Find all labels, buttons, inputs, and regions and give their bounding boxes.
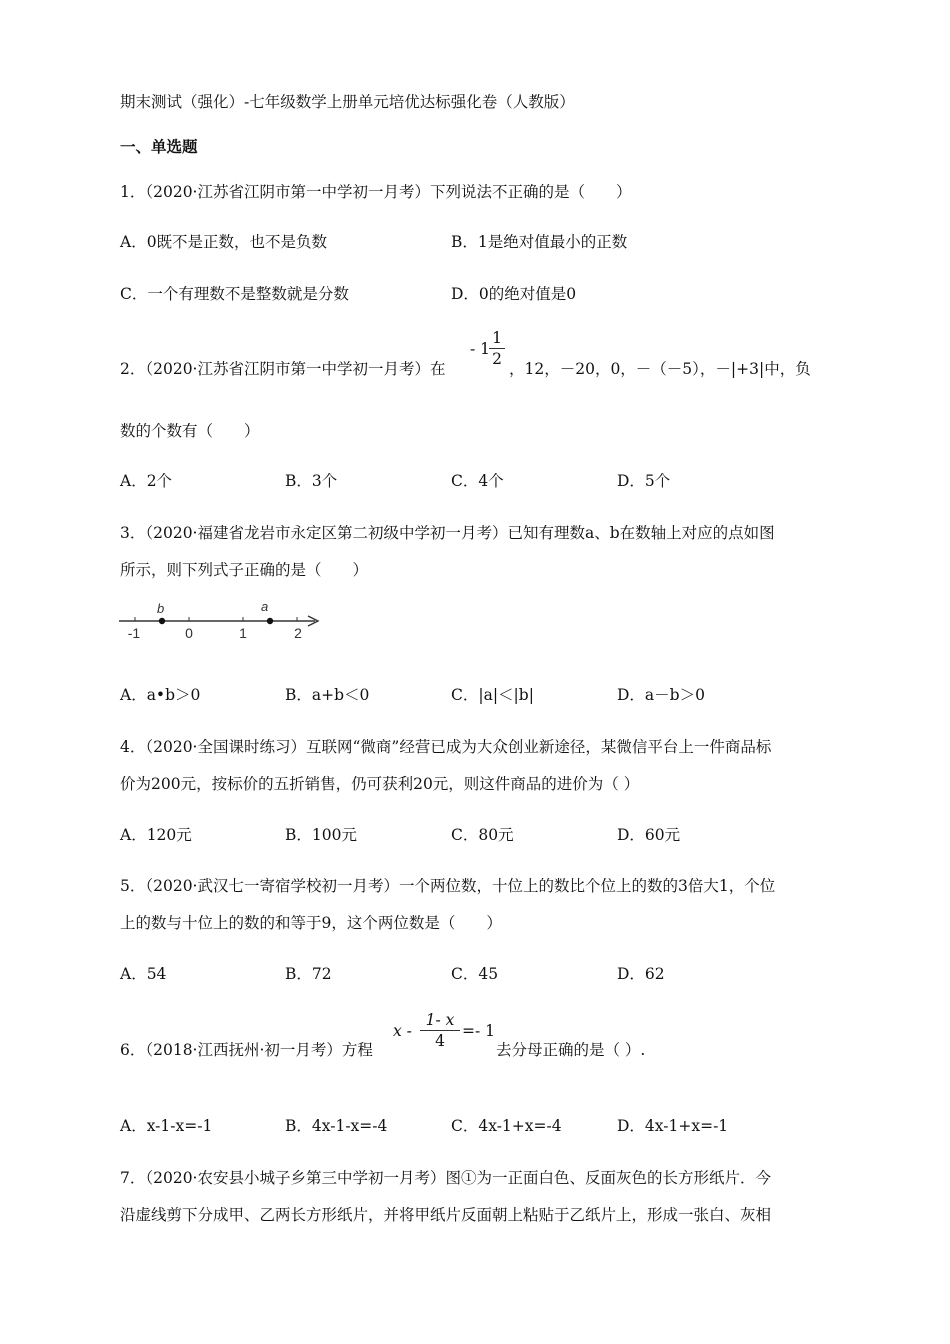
- question-1-option-c: C．一个有理数不是整数就是分数: [120, 285, 349, 303]
- question-7-stem-line2: 沿虚线剪下分成甲、乙两长方形纸片，并将甲纸片反面朝上粘贴于乙纸片上，形成一张白、灰相: [120, 1206, 772, 1224]
- question-6-equation-right: =- 1: [462, 1022, 496, 1040]
- question-5-stem-line2: 上的数与十位上的数的和等于9，这个两位数是（ ）: [120, 914, 502, 932]
- tick-label-1: 1: [239, 625, 247, 641]
- question-2-stem-prefix: 2．（2020·江苏省江阴市第一中学初一月考）在: [120, 360, 446, 378]
- question-6-fraction: [420, 1010, 460, 1051]
- question-7-stem-line1: 7．（2020·农安县小城子乡第三中学初一月考）图①为一正面白色、反面灰色的长方形纸片．今: [120, 1169, 771, 1187]
- question-2-option-a: A．2个: [120, 472, 173, 490]
- point-b: [159, 618, 165, 624]
- question-6-option-d: D．4x-1+x=-1: [617, 1117, 729, 1135]
- question-2-option-b: B．3个: [285, 472, 338, 490]
- question-2-stem-suffix: ，12，－20，0，－（－5），－|+3|中，负: [509, 360, 811, 378]
- question-6-option-b: B．4x-1-x=-4: [285, 1117, 388, 1135]
- question-5-stem-line1: 5．（2020·武汉七一寄宿学校初一月考）一个两位数，十位上的数比个位上的数的3倍大1，个位: [120, 877, 776, 895]
- section-heading: 一、单选题: [120, 137, 198, 156]
- question-6-fraction-numerator: 1- x: [425, 1011, 455, 1029]
- point-a-label: a: [261, 599, 269, 614]
- question-2-stem-line2: 数的个数有（ ）: [120, 422, 260, 440]
- question-5-option-b: B．72: [285, 965, 332, 983]
- question-6-fraction-denominator: 4: [435, 1032, 445, 1050]
- question-4-option-d: D．60元: [617, 826, 681, 844]
- tick-label-minus-1: -1: [127, 625, 141, 641]
- tick-label-0: 0: [185, 625, 193, 641]
- question-1-stem: 1．（2020·江苏省江阴市第一中学初一月考）下列说法不正确的是（ ）: [120, 183, 632, 201]
- question-3-stem-line2: 所示，则下列式子正确的是（ ）: [120, 561, 369, 579]
- question-3-option-d: D．a－b＞0: [617, 686, 705, 704]
- question-6-equation-left: x -: [393, 1022, 412, 1040]
- document-title: 期末测试（强化）-七年级数学上册单元培优达标强化卷（人教版）: [120, 93, 575, 111]
- question-2-option-c: C．4个: [451, 472, 504, 490]
- question-5-option-c: C．45: [451, 965, 499, 983]
- question-2-mixed-number-sign: - 1: [470, 340, 491, 358]
- question-4-option-c: C．80元: [451, 826, 514, 844]
- question-5-option-d: D．62: [617, 965, 665, 983]
- question-5-option-a: A．54: [120, 965, 167, 983]
- question-3-stem-line1: 3．（2020·福建省龙岩市永定区第二初级中学初一月考）已知有理数a、b在数轴上对应的点如图: [120, 524, 775, 542]
- question-3-option-a: A．a•b＞0: [120, 686, 201, 704]
- question-6-option-c: C．4x-1+x=-4: [451, 1117, 562, 1135]
- question-4-stem-line1: 4．（2020·全国课时练习）互联网“微商”经营已成为大众创业新途径，某微信平台上一件商品标: [120, 738, 772, 756]
- question-3-option-b: B．a+b＜0: [285, 686, 370, 704]
- question-6-stem-prefix: 6．（2018·江西抚州·初一月考）方程: [120, 1041, 373, 1059]
- question-3-option-c: C．|a|＜|b|: [451, 686, 534, 704]
- question-1-option-d: D．0的绝对值是0: [451, 285, 577, 303]
- question-2-fraction-numerator: 1: [492, 329, 502, 347]
- number-line-figure: [115, 595, 325, 645]
- tick-label-2: 2: [294, 625, 302, 641]
- question-4-option-b: B．100元: [285, 826, 357, 844]
- question-4-stem-line2: 价为200元，按标价的五折销售，仍可获利20元，则这件商品的进价为（ ）: [120, 775, 640, 793]
- question-6-stem-suffix: 去分母正确的是（ ）.: [496, 1041, 646, 1059]
- question-2-option-d: D．5个: [617, 472, 671, 490]
- question-6-option-a: A．x-1-x=-1: [120, 1117, 213, 1135]
- point-b-label: b: [157, 601, 165, 616]
- question-4-option-a: A．120元: [120, 826, 192, 844]
- question-1-option-b: B．1是绝对值最小的正数: [451, 233, 628, 251]
- question-2-fraction: [489, 328, 505, 369]
- question-2-fraction-denominator: 2: [492, 350, 502, 368]
- question-1-option-a: A．0既不是正数，也不是负数: [120, 233, 328, 251]
- point-a: [267, 618, 273, 624]
